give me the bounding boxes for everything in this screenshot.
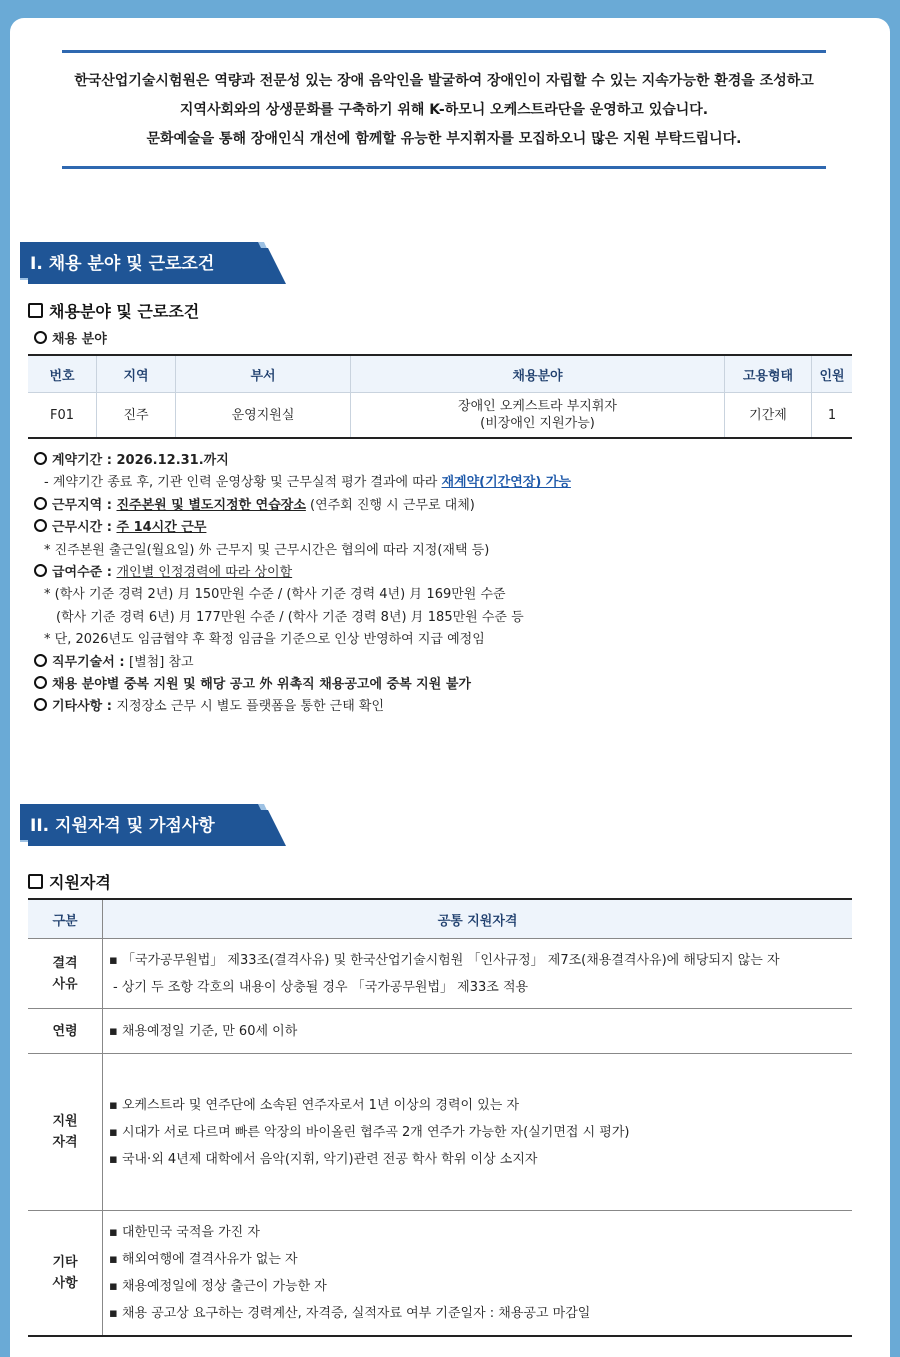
intro-box	[62, 50, 826, 169]
etc-item: 기타사항 : 지정장소 근무 시 별도 플랫폼을 통한 근태 확인	[34, 696, 854, 718]
table-row	[28, 1009, 852, 1054]
section1-heading-text: I. 채용 분야 및 근로조건	[30, 254, 215, 274]
col-header: 고용형태	[725, 355, 812, 393]
conditions-list	[34, 450, 854, 719]
row-content: ▪ 「국가공무원법」 제33조(결격사유) 및 한국산업기술시험원 「인사규정」 제7조(채용결격사유)에 해당되지 않는 자 - 상기 두 조항 각호의 내용이 상충될 경우 「국가공무원법」 제33조 적용	[103, 939, 853, 1009]
col-header: 부서	[176, 355, 351, 393]
col-header: 채용분야	[351, 355, 725, 393]
circle-bullet-icon	[34, 331, 47, 344]
renewal-link[interactable]: 재계약(기간연장) 가능	[441, 475, 571, 491]
section1-heading	[20, 242, 290, 282]
col-header: 구분	[28, 899, 103, 939]
field-label: 채용 분야	[34, 328, 107, 347]
pay-note: * 단, 2026년도 임금협약 후 확정 임금을 기준으로 인상 반영하여 지급 예정임	[44, 632, 485, 648]
row-content: ▪ 채용예정일 기준, 만 60세 이하	[103, 1009, 853, 1054]
col-header: 인원	[812, 355, 853, 393]
cell-no: F01	[28, 393, 97, 439]
square-bullet-icon	[28, 303, 43, 318]
section2-subtitle: 지원자격	[28, 870, 111, 893]
table-row	[28, 1054, 852, 1211]
duplicate-item: 채용 분야별 중복 지원 및 해당 공고 外 위촉직 채용공고에 중복 지원 불가	[34, 674, 854, 696]
row-label: 연령	[28, 1009, 103, 1054]
hours-item: 근무시간 : 주 14시간 근무	[34, 517, 854, 539]
contract-item: 계약기간 : 2026.12.31.까지	[34, 450, 854, 472]
row-label: 지원 자격	[28, 1054, 103, 1211]
cell-type: 기간제	[725, 393, 812, 439]
qualification-table	[28, 898, 852, 1337]
pay-note: (학사 기준 경력 6년) 月 177만원 수준 / (학사 기준 경력 8년) 月 185만원 수준 등	[56, 609, 524, 625]
hours-note: * 진주본원 출근일(월요일) 外 근무지 및 근무시간은 협의에 따라 지정(재택 등)	[44, 542, 490, 558]
section1-subtitle: 채용분야 및 근로조건	[28, 299, 199, 322]
intro-line: 한국산업기술시험원은 역량과 전문성 있는 장애 음악인을 발굴하여 장애인이 자립할 수 있는 지속가능한 환경을 조성하고	[74, 73, 814, 89]
section2-heading-text: II. 지원자격 및 가점사항	[30, 816, 215, 836]
section2-heading	[20, 804, 290, 844]
col-header: 공통 지원자격	[103, 899, 853, 939]
cell-count: 1	[827, 407, 837, 423]
intro-line: 지역사회와의 상생문화를 구축하기 위해 K-하모니 오케스트라단을 운영하고 있습니다.	[179, 102, 709, 118]
pay-item: 급여수준 : 개인별 인정경력에 따라 상이함	[34, 562, 854, 584]
page-card	[10, 18, 890, 1357]
cell-dept: 운영지원실	[176, 393, 351, 439]
table-row	[28, 939, 852, 1009]
table-row	[28, 1211, 852, 1336]
cell-field: 장애인 오케스트라 부지휘자 (비장애인 지원가능)	[351, 393, 725, 439]
table-row	[28, 393, 852, 439]
location-item: 근무지역 : 진주본원 및 별도지정한 연습장소 (연주회 진행 시 근무로 대체)	[34, 495, 854, 517]
recruitment-table	[28, 354, 852, 439]
col-header: 번호	[28, 355, 97, 393]
row-content: ▪ 대한민국 국적을 가진 자 ▪ 해외여행에 결격사유가 없는 자 ▪ 채용예정일에 정상 출근이 가능한 자 ▪ 채용 공고상 요구하는 경력계산, 자격증, 실적자료 여부 기준일자 : 채용공고 마감일	[109, 1224, 591, 1321]
contract-note: - 계약기간 종료 후, 기관 인력 운영상황 및 근무실적 평가 결과에 따라 재계약(기간연장) 가능	[44, 475, 571, 491]
intro-line: 문화예술을 통해 장애인식 개선에 함께할 유능한 부지휘자를 모집하오니 많은 지원 부탁드립니다.	[146, 131, 742, 147]
row-content: ▪ 오케스트라 및 연주단에 소속된 연주자로서 1년 이상의 경력이 있는 자 ▪ 시대가 서로 다르며 빠른 악장의 바이올린 협주곡 2개 연주가 가능한 자(실기면접 시 평가) ▪ 국내·외 4년제 대학에서 음악(지휘, 악기)관련 전공 학사 학위 이상 소지자	[103, 1054, 853, 1211]
cell-region: 진주	[97, 393, 176, 439]
row-label: 기타 사항	[28, 1211, 103, 1336]
job-desc-item: 직무기술서 : [별첨] 참고	[34, 652, 854, 674]
col-header: 지역	[97, 355, 176, 393]
pay-note: * (학사 기준 경력 2년) 月 150만원 수준 / (학사 기준 경력 4년) 月 169만원 수준	[44, 587, 506, 603]
square-bullet-icon	[28, 874, 43, 889]
row-label: 결격 사유	[28, 939, 103, 1009]
